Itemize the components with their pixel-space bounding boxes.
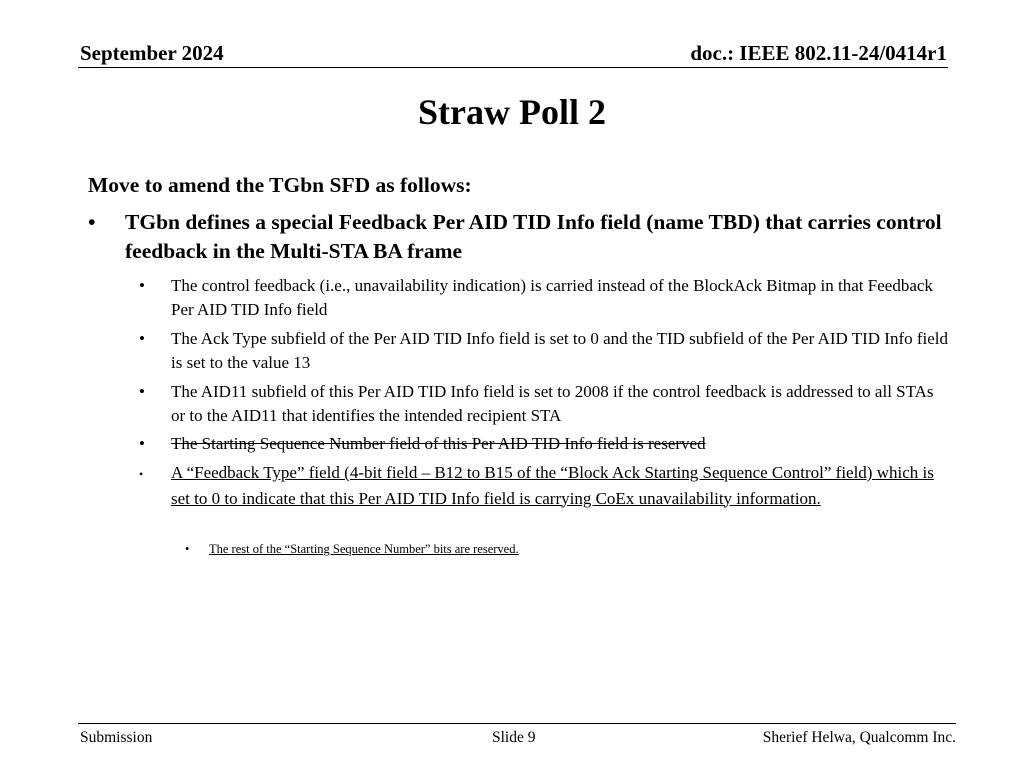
sub-bullet-deleted-ssn	[139, 432, 951, 456]
sub-bullet-text: The Ack Type subfield of the Per AID TID Info field is set to 0 and the TID subfield of the Per AID TID Info field is set to the value 13	[171, 329, 949, 372]
bullet-marker: •	[185, 542, 190, 556]
sub-sub-bullet-reserved-bits	[185, 541, 909, 558]
header-divider	[78, 67, 948, 68]
bullet-marker: •	[139, 382, 145, 401]
sub-sub-bullet-text: The rest of the “Starting Sequence Number” bits are reserved.	[209, 542, 519, 556]
bullet-marker: •	[139, 434, 145, 453]
bullet-marker: •	[139, 329, 145, 348]
footer-divider	[78, 723, 956, 724]
main-bullet	[88, 208, 955, 266]
bullet-marker: •	[88, 210, 96, 234]
sub-bullet-control-feedback	[139, 274, 951, 322]
footer-author: Sherief Helwa, Qualcomm Inc.	[762, 729, 956, 746]
sub-bullet-ack-type	[139, 327, 951, 375]
intro-text: Move to amend the TGbn SFD as follows:	[88, 173, 472, 197]
sub-bullet-text: The Starting Sequence Number field of this Per AID TID Info field is reserved	[171, 434, 706, 453]
footer-submission: Submission	[80, 729, 153, 746]
slide-title: Straw Poll 2	[418, 92, 606, 132]
bullet-marker: •	[139, 276, 145, 295]
main-bullet-text: TGbn defines a special Feedback Per AID TID Info field (name TBD) that carries control feedback in the Multi-STA BA frame	[125, 210, 942, 263]
footer-slide-number: Slide 9	[492, 729, 536, 746]
sub-bullet-text: The control feedback (i.e., unavailability indication) is carried instead of the BlockAck Bitmap in that Feedback Per AID TID Info field	[171, 276, 933, 319]
sub-bullet-feedback-type	[139, 460, 951, 511]
header-date: September 2024	[80, 41, 224, 65]
bullet-marker: •	[139, 467, 144, 481]
sub-bullet-text: A “Feedback Type” field (4-bit field – B12 to B15 of the “Block Ack Starting Sequence Control” field) which is set to 0 to indicate that this Per AID TID Info field is carrying CoEx unavailability information.	[171, 463, 934, 508]
header-doc-id: doc.: IEEE 802.11-24/0414r1	[690, 41, 947, 65]
sub-bullet-aid11	[139, 380, 951, 428]
sub-bullet-text: The AID11 subfield of this Per AID TID Info field is set to 2008 if the control feedback is addressed to all STAs or to the AID11 that identifies the intended recipient STA	[171, 382, 934, 425]
